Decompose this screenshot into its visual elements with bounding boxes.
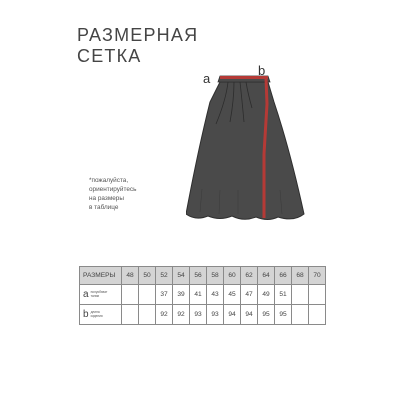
row-desc-line-1: длина: [90, 309, 100, 314]
size-header: 54: [173, 267, 190, 285]
table-cell: 43: [207, 285, 224, 305]
header-label: РАЗМЕРЫ: [80, 267, 122, 285]
row-label-waist: [80, 285, 122, 305]
table-row-length: [80, 305, 326, 325]
table-cell: 94: [224, 305, 241, 325]
table-cell: 95: [275, 305, 292, 325]
size-note: [89, 176, 169, 212]
note-line-3: на размеры: [89, 195, 124, 202]
table-cell: [122, 285, 139, 305]
row-letter: b: [83, 308, 89, 320]
skirt-drawing: [186, 64, 318, 230]
title-line-1: РАЗМЕРНАЯ: [77, 25, 199, 45]
size-header: 64: [258, 267, 275, 285]
note-line-1: *пожалуйста,: [89, 177, 129, 184]
size-header: 62: [241, 267, 258, 285]
table-cell: 39: [173, 285, 190, 305]
table-cell: 93: [207, 305, 224, 325]
size-header: 50: [139, 267, 156, 285]
row-letter: a: [83, 288, 89, 300]
size-header: 52: [156, 267, 173, 285]
table-cell: [292, 305, 309, 325]
size-header: 58: [207, 267, 224, 285]
table-cell: 93: [190, 305, 207, 325]
skirt-illustration: [186, 64, 318, 230]
table-cell: 95: [258, 305, 275, 325]
skirt-body: [186, 82, 304, 220]
table-cell: 37: [156, 285, 173, 305]
label-b: b: [258, 64, 266, 78]
size-table: [79, 266, 326, 325]
table-cell: [139, 285, 156, 305]
table-cell: [292, 285, 309, 305]
table-cell: 92: [173, 305, 190, 325]
table-cell: 49: [258, 285, 275, 305]
table-cell: 51: [275, 285, 292, 305]
table-cell: 47: [241, 285, 258, 305]
row-desc-line-2: изделия: [90, 313, 103, 318]
row-description: [91, 311, 115, 318]
table-cell: [139, 305, 156, 325]
table-row-waist: [80, 285, 326, 305]
table-cell: [122, 305, 139, 325]
note-line-4: в таблице: [89, 204, 119, 211]
table-cell: [309, 285, 326, 305]
table-cell: 92: [156, 305, 173, 325]
table-cell: 45: [224, 285, 241, 305]
size-header: 70: [309, 267, 326, 285]
size-header: 56: [190, 267, 207, 285]
note-line-2: ориентируйтесь: [89, 186, 137, 193]
page-title: [77, 25, 198, 67]
size-header: 48: [122, 267, 139, 285]
row-description: [91, 291, 115, 298]
table-cell: 41: [190, 285, 207, 305]
row-label-length: [80, 305, 122, 325]
row-desc-line-2: талии: [90, 293, 100, 298]
table-header-row: [80, 267, 326, 285]
table-cell: 94: [241, 305, 258, 325]
size-header: 66: [275, 267, 292, 285]
row-desc-line-1: полуобхват: [90, 289, 108, 294]
title-line-2: СЕТКА: [77, 46, 142, 66]
label-a: a: [203, 71, 211, 86]
table-cell: [309, 305, 326, 325]
size-header: 68: [292, 267, 309, 285]
size-header: 60: [224, 267, 241, 285]
